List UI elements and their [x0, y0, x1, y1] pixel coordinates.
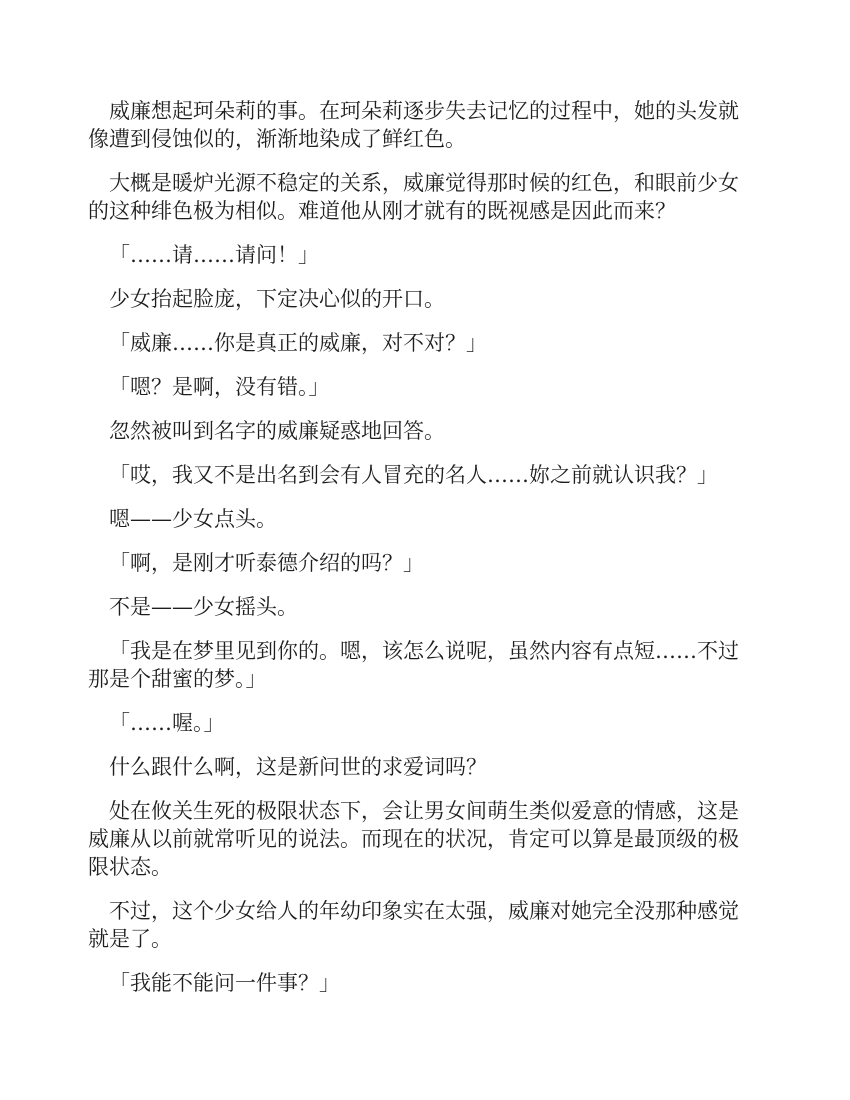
paragraph-dialogue: 「我是在梦里见到你的。嗯，该怎么说呢，虽然内容有点短……不过那是个甜蜜的梦。」 — [88, 639, 739, 691]
paragraph: 嗯——少女点头。 — [109, 507, 277, 531]
paragraph: 什么跟什么啊，这是新问世的求爱词吗？ — [109, 755, 487, 779]
paragraph: 忽然被叫到名字的威廉疑惑地回答。 — [109, 419, 445, 443]
paragraph: 处在攸关生死的极限状态下，会让男女间萌生类似爱意的情感，这是威廉从以前就常听见的说法。而现在的状况，肯定可以算是最顶级的极限状态。 — [88, 799, 739, 879]
paragraph-dialogue: 「嗯？是啊，没有错。」 — [109, 375, 330, 399]
paragraph-dialogue: 「……喔。」 — [109, 711, 225, 735]
paragraph: 威廉想起珂朵莉的事。在珂朵莉逐步失去记忆的过程中，她的头发就像遭到侵蚀似的，渐渐地染成了鲜红色。 — [88, 99, 739, 151]
paragraph-dialogue: 「威廉……你是真正的威廉，对不对？」 — [109, 331, 487, 355]
paragraph-dialogue: 「啊，是刚才听泰德介绍的吗？」 — [109, 551, 424, 575]
paragraph-dialogue: 「我能不能问一件事？」 — [109, 971, 340, 995]
paragraph: 不是——少女摇头。 — [109, 595, 298, 619]
paragraph: 少女抬起脸庞，下定决心似的开口。 — [109, 287, 445, 311]
paragraph-dialogue: 「哎，我又不是出名到会有人冒充的名人……妳之前就认识我？」 — [109, 463, 718, 487]
novel-text-block — [88, 97, 748, 1013]
paragraph: 大概是暖炉光源不稳定的关系，威廉觉得那时候的红色，和眼前少女的这种绯色极为相似。难道他从刚才就有的既视感是因此而来？ — [88, 171, 739, 223]
paragraph-dialogue: 「……请……请问！」 — [109, 243, 319, 267]
paragraph: 不过，这个少女给人的年幼印象实在太强，威廉对她完全没那种感觉就是了。 — [88, 899, 739, 951]
